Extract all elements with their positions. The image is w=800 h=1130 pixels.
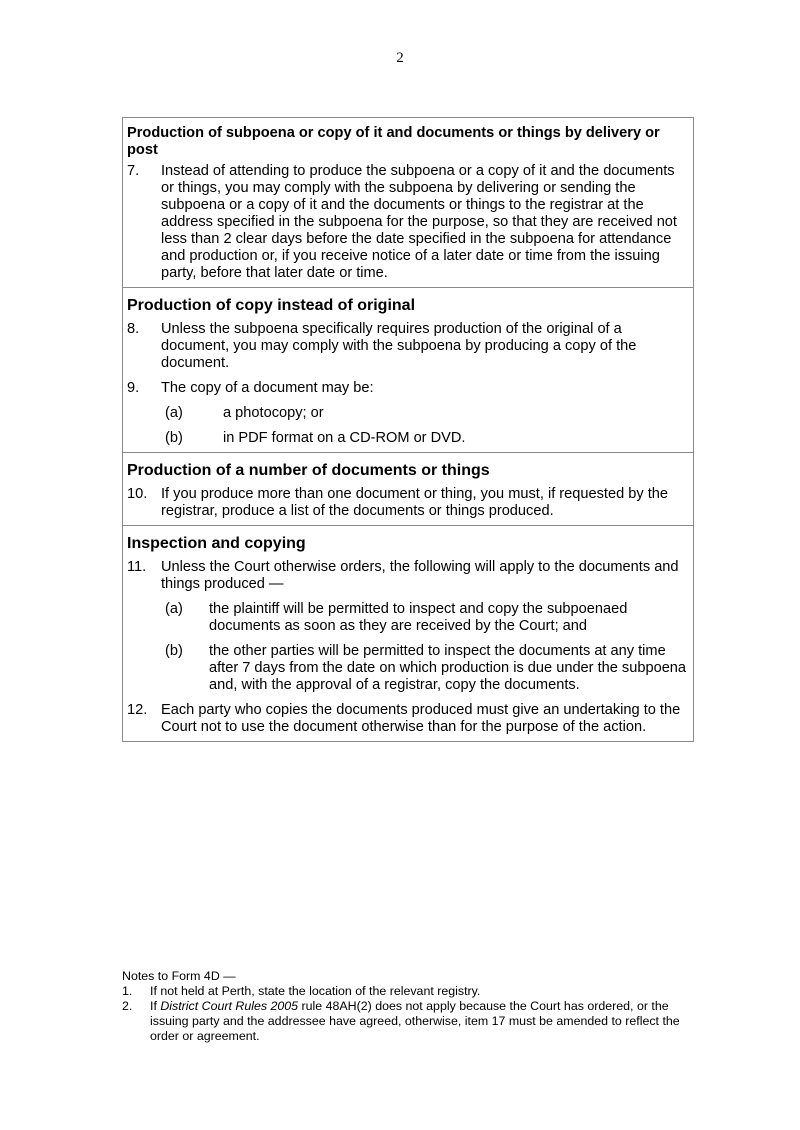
clause-text: If you produce more than one document or thing, you must, if requested by the registrar, produce a list of the documents or things produced. <box>161 486 669 519</box>
note-prefix: If <box>150 999 161 1013</box>
subclause-text: in PDF format on a CD-ROM or DVD. <box>223 430 466 446</box>
section-heading: Production of a number of documents or things <box>127 462 490 479</box>
subclause-label: (b) <box>165 430 183 446</box>
note-item-2 <box>122 999 692 1044</box>
notes-title: Notes to Form 4D — <box>122 969 236 983</box>
section-heading: Production of copy instead of original <box>127 297 416 314</box>
subclause-text: a photocopy; or <box>223 405 324 421</box>
note-text-container <box>150 999 692 1044</box>
subclause-label: (b) <box>165 643 183 659</box>
clause-10 <box>127 486 687 520</box>
clause-9 <box>127 380 687 397</box>
section-delivery-or-post <box>123 118 693 287</box>
clause-number: 8. <box>127 321 140 337</box>
section-heading: Production of subpoena or copy of it and documents or things by delivery or post <box>127 125 660 158</box>
rules-title: District Court Rules 2005 <box>160 999 299 1013</box>
note-number: 2. <box>122 999 133 1013</box>
clause-number: 7. <box>127 163 140 179</box>
subclause-11b <box>165 643 687 694</box>
subclause-9b <box>165 430 687 447</box>
section-copy-instead-of-original <box>123 287 693 452</box>
note-item-1 <box>122 984 692 999</box>
form-notes <box>122 969 692 1044</box>
clause-number: 10. <box>127 486 148 502</box>
section-heading: Inspection and copying <box>127 535 306 552</box>
clause-12 <box>127 702 687 736</box>
subclause-text: the other parties will be permitted to inspect the documents at any time after 7 days from the date on which production is due under the subpoena and, with the approval of a registrar, copy the documents. <box>209 643 687 693</box>
page-number: 2 <box>396 50 404 66</box>
clause-text: Unless the Court otherwise orders, the following will apply to the documents and things produced — <box>161 559 679 592</box>
subclause-label: (a) <box>165 601 183 617</box>
clause-text: Instead of attending to produce the subpoena or a copy of it and the documents or things, you may comply with the subpoena by delivering or sending the subpoena or a copy of it and the documents or things to the registrar at the address specified in the subpoena for the purpose, so that they are received not less than 2 clear days before the date specified in the subpoena for attendance and production or, if you receive notice of a later date or time from the issuing party, before that later date or time. <box>161 163 677 281</box>
subclause-text: the plaintiff will be permitted to inspect and copy the subpoenaed documents as soon as they are received by the Court; and <box>209 601 628 634</box>
section-inspection-and-copying <box>123 525 693 741</box>
clause-number: 12. <box>127 702 148 718</box>
subclause-9a <box>165 405 687 422</box>
section-number-of-documents <box>123 452 693 525</box>
subclause-11a <box>165 601 687 635</box>
clause-7 <box>127 163 687 282</box>
note-text: If not held at Perth, state the location of the relevant registry. <box>150 984 481 998</box>
subpoena-notes-box <box>122 117 694 742</box>
clause-text: The copy of a document may be: <box>161 380 374 396</box>
note-number: 1. <box>122 984 133 998</box>
clause-8 <box>127 321 687 372</box>
clause-number: 11. <box>127 559 147 575</box>
clause-11 <box>127 559 687 593</box>
subclause-label: (a) <box>165 405 183 421</box>
clause-text: Each party who copies the documents produced must give an undertaking to the Court not to use the document otherwise than for the purpose of the action. <box>161 702 681 735</box>
clause-number: 9. <box>127 380 140 396</box>
note-text: rule 48AH(2) does not apply because the Court has ordered, or the issuing party and the addressee have agreed, otherwise, item 17 must be amended to reflect the order or agreement. <box>150 999 680 1043</box>
clause-text: Unless the subpoena specifically requires production of the original of a document, you may comply with the subpoena by producing a copy of the document. <box>161 321 637 371</box>
